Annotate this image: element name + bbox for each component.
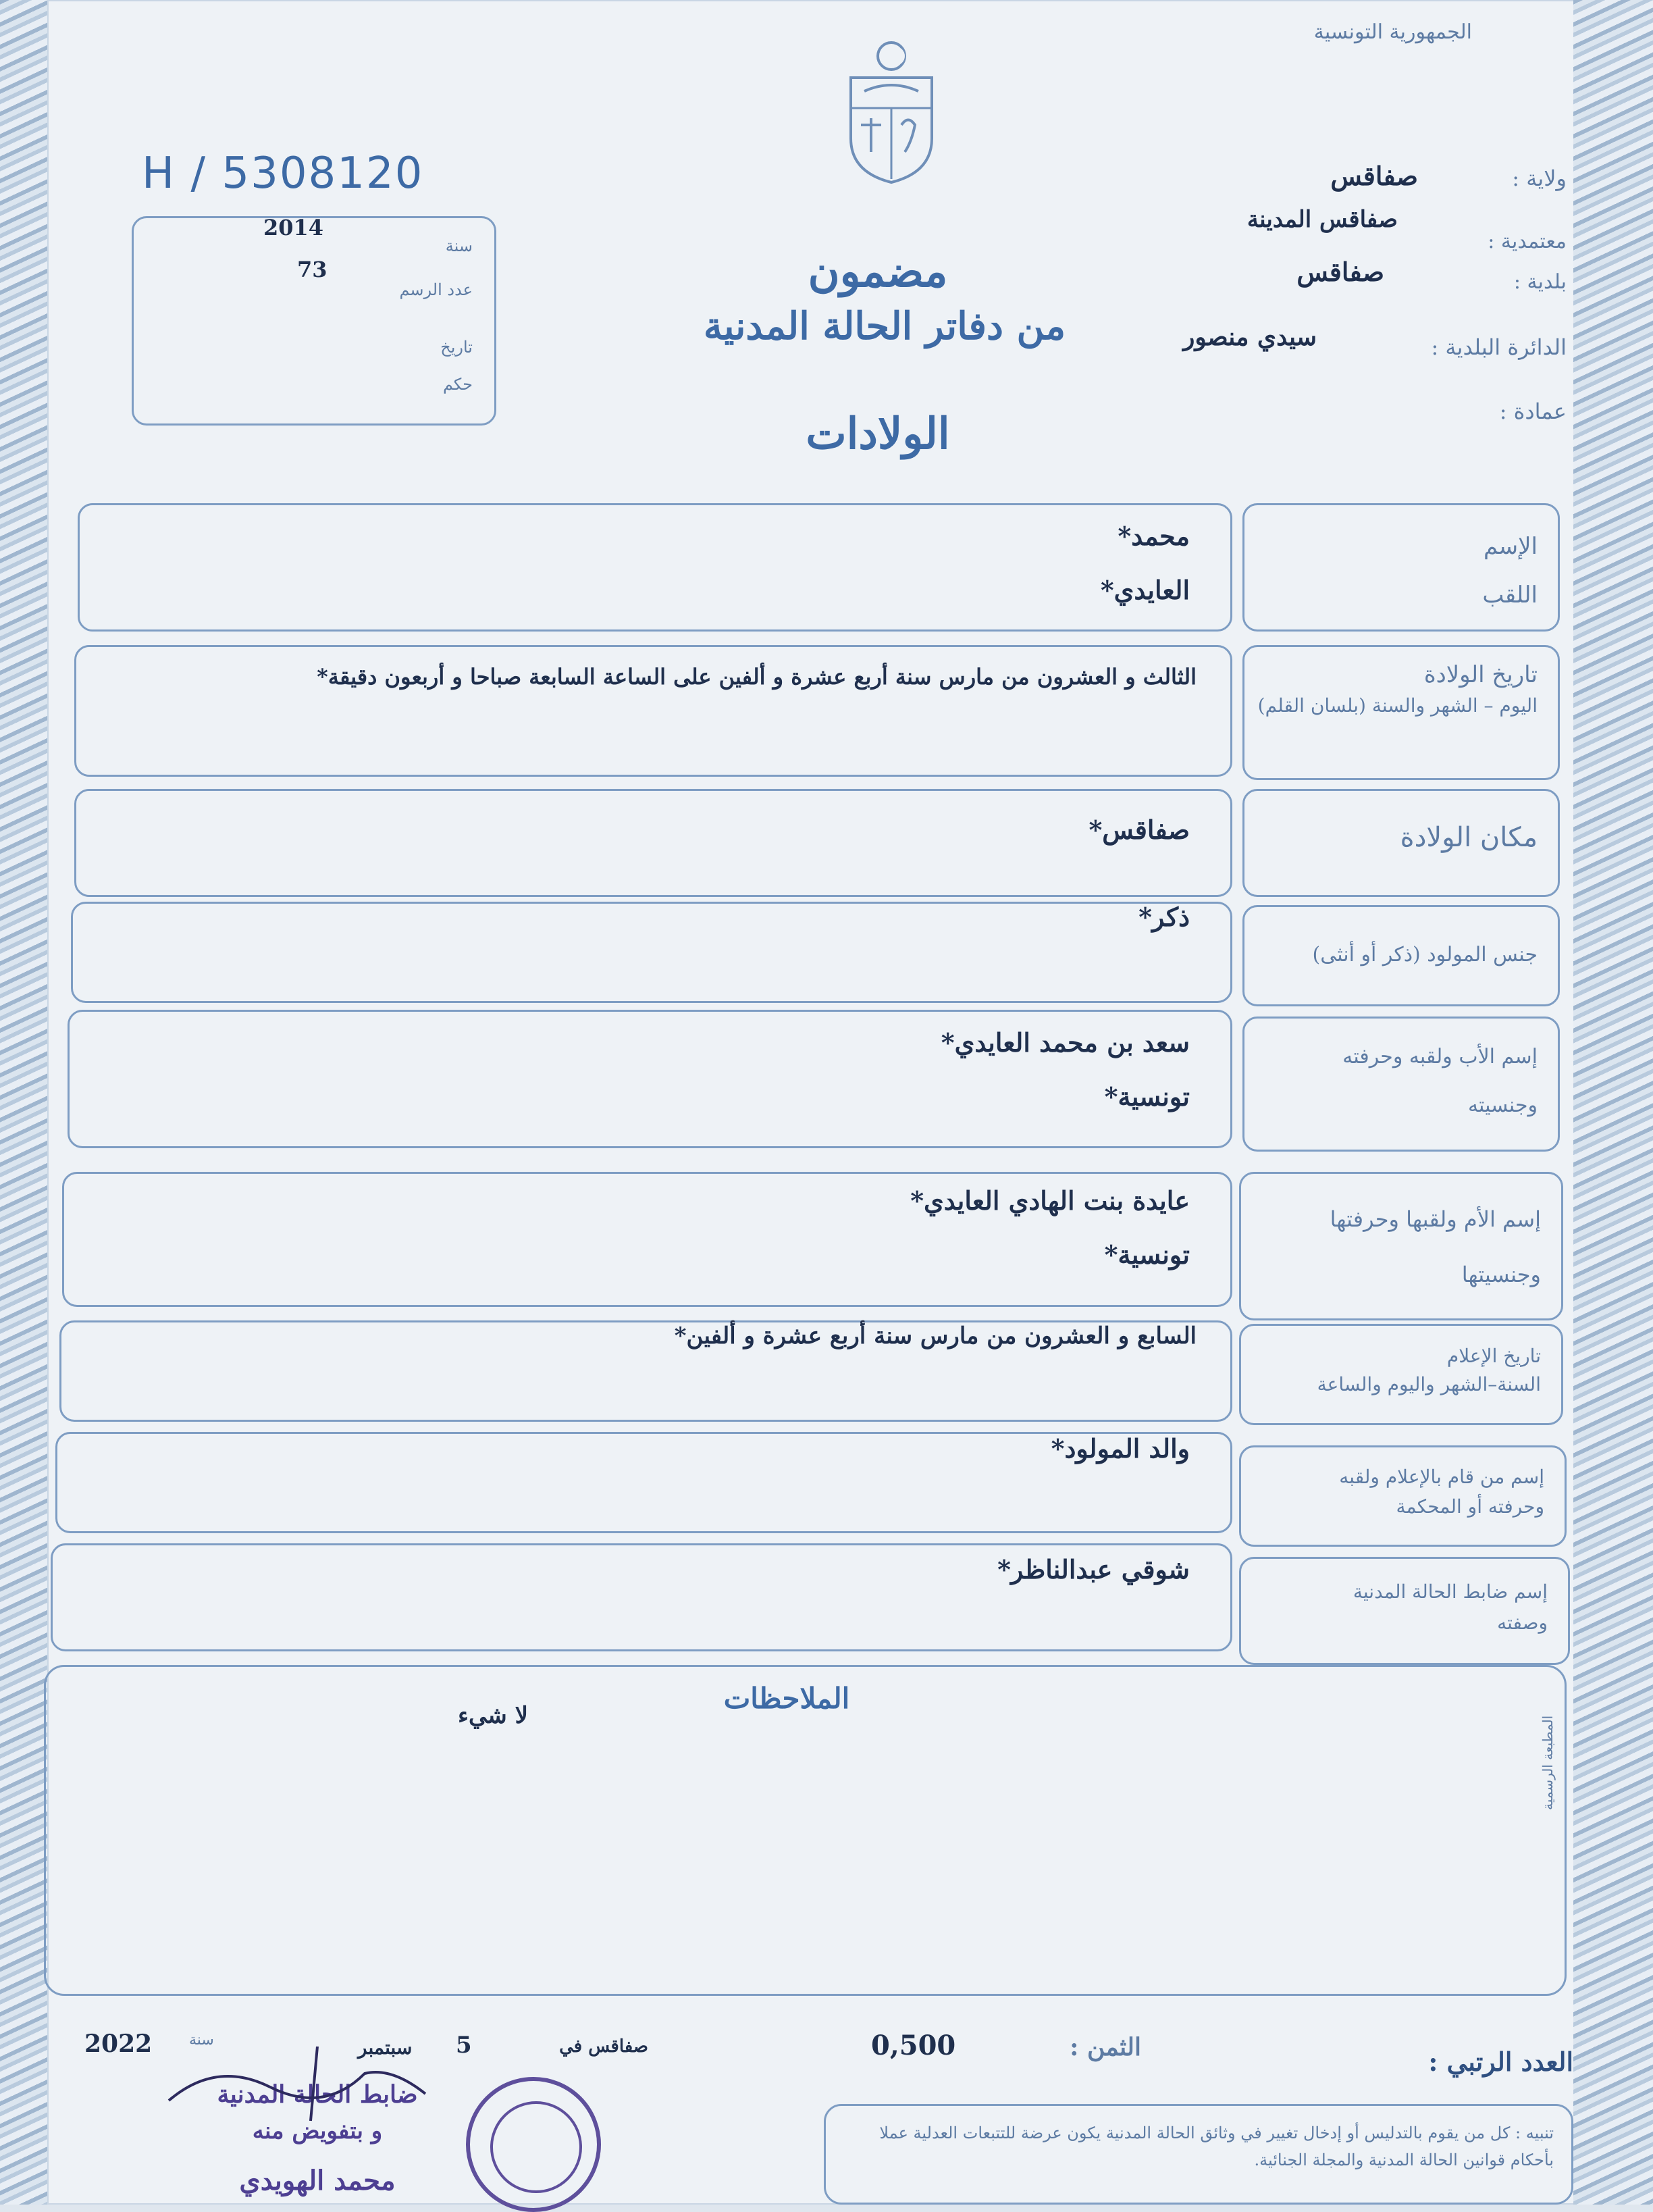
remarks-value: لا شيء: [457, 1702, 529, 1729]
field-label-declarant: إسم من قام بالإعلام ولقبه: [1339, 1466, 1544, 1488]
registry-ruling-label: حكم: [442, 375, 473, 394]
field-label-box: [1242, 905, 1560, 1006]
field-value-box: [71, 902, 1232, 1003]
field-value-box: [55, 1432, 1232, 1533]
field-label-birth-place: مكان الولادة: [1400, 822, 1538, 853]
field-value-father: سعد بن محمد العايدي*: [941, 1027, 1190, 1058]
field-label-sex: جنس المولود (ذكر أو أنثى): [1312, 943, 1538, 967]
field-value-box: [78, 503, 1232, 632]
field-label-box: [1242, 645, 1560, 780]
field-label-birth-date-sub: اليوم – الشهر والسنة (بلسان القلم): [1257, 694, 1538, 717]
field-value-declarant: والد المولود*: [1051, 1433, 1190, 1464]
field-label-mother-sub: وجنسيتها: [1461, 1262, 1541, 1287]
field-label-declaration-date: تاريخ الإعلام: [1446, 1345, 1541, 1367]
daira-label: الدائرة البلدية :: [1431, 334, 1567, 360]
baladia-label: بلدية :: [1513, 270, 1567, 294]
notice-box: [824, 2104, 1573, 2205]
field-value-surname: العايدي*: [1100, 575, 1190, 605]
field-value-birth-place: صفاقس*: [1088, 815, 1190, 845]
field-value-declaration-date: السابع و العشرون من مارس سنة أربع عشرة و ألفين*: [674, 1322, 1197, 1349]
field-label-father-sub: وجنسيته: [1467, 1094, 1538, 1117]
field-label-declaration-date-sub: السنة–الشهر واليوم والساعة: [1317, 1373, 1541, 1395]
right-guilloche-border: [1573, 0, 1653, 2205]
field-label-registrar-sub: وصفته: [1497, 1612, 1548, 1634]
field-value-sex: ذكر*: [1138, 902, 1190, 932]
field-label-registrar: إسم ضابط الحالة المدنية: [1353, 1580, 1548, 1603]
republic-heading: الجمهورية التونسية: [1313, 20, 1472, 44]
registry-number: 73: [297, 257, 327, 282]
year-label: سنة: [189, 2032, 214, 2049]
mootamadia-value: صفاقس المدينة: [1247, 206, 1398, 233]
field-label-box: [1242, 1017, 1560, 1152]
field-value-box: [74, 789, 1232, 897]
serial-number: H / 5308120: [142, 149, 424, 199]
field-value-mother-nationality: تونسية*: [1104, 1239, 1190, 1270]
field-value-birth-date: الثالث و العشرون من مارس سنة أربع عشرة و ألفين على الساعة السابعة صباحا و أربعون دقيقة*: [317, 664, 1197, 690]
field-value-name: محمد*: [1118, 521, 1190, 551]
issued-day: 5: [456, 2032, 472, 2059]
field-label-box: [1242, 789, 1560, 897]
issued-month: سبتمبر: [358, 2036, 413, 2059]
registry-number-label: عدد الرسم: [399, 280, 473, 299]
field-value-box: [51, 1543, 1232, 1651]
field-label-box: [1239, 1557, 1570, 1665]
mootamadia-label: معتمدية :: [1488, 230, 1567, 253]
notice-text: تنبيه : كل من يقوم بالتدليس أو إدخال تغيير في وثائق الحالة المدنية يكون عرضة للتتبعات العدلية عملا بأحكام قوانين الحالة المدنية والمجلة الجنائية.: [879, 2124, 1554, 2169]
field-value-box: [74, 645, 1232, 777]
wilaya-value: صفاقس: [1330, 161, 1418, 191]
field-label-box: [1239, 1445, 1567, 1547]
field-value-box: [59, 1320, 1232, 1422]
issued-year: 2022: [84, 2030, 153, 2058]
serial-order-label: العدد الرتبي :: [1428, 2047, 1573, 2077]
field-value-father-nationality: تونسية*: [1104, 1081, 1190, 1112]
tunisia-emblem-icon: [837, 37, 945, 186]
field-label-box: [1239, 1172, 1563, 1320]
wilaya-label: ولاية :: [1512, 165, 1567, 191]
registry-year: 2014: [263, 215, 324, 240]
field-label-box: [1239, 1324, 1563, 1425]
printer-mark: المطبعة الرسمية: [1540, 1715, 1556, 1810]
signature-title: ضابط الحالة المدنية: [217, 2080, 418, 2109]
title-registers: من دفاتر الحالة المدنية: [703, 304, 1066, 349]
daira-value: سيدي منصور: [1183, 323, 1317, 351]
handwritten-signature: [162, 2047, 432, 2128]
baladia-value: صفاقس: [1296, 257, 1384, 287]
field-label-surname: اللقب: [1482, 582, 1538, 609]
price-label: الثمن :: [1070, 2033, 1141, 2061]
price-value: 0,500: [871, 2030, 956, 2061]
issued-place-label: صفاقس في: [559, 2036, 648, 2057]
signature-name: محمد الهويدي: [239, 2165, 396, 2196]
imada-label: عمادة :: [1499, 398, 1567, 424]
title-extract: مضمون: [808, 247, 948, 297]
field-value-box: [68, 1010, 1232, 1148]
remarks-label: الملاحظات: [723, 1682, 850, 1715]
field-label-mother: إسم الأم ولقبها وحرفتها: [1330, 1206, 1541, 1232]
section-births-title: الولادات: [806, 409, 950, 459]
field-label-declarant-sub: وحرفته أو المحكمة: [1396, 1495, 1544, 1518]
field-label-birth-date: تاريخ الولادة: [1423, 661, 1538, 688]
field-label-name: الإسم: [1484, 533, 1538, 560]
field-value-box: [62, 1172, 1232, 1307]
field-value-mother: عايدة بنت الهادي العايدي*: [910, 1185, 1190, 1216]
registry-year-label: سنة: [445, 236, 473, 255]
registry-date-label: تاريخ: [440, 338, 473, 357]
official-stamp-icon: [466, 2077, 601, 2212]
field-value-registrar: شوقي عبدالناظر*: [997, 1554, 1190, 1585]
field-label-box: [1242, 503, 1560, 632]
signature-delegation: و بتفويض منه: [252, 2117, 383, 2144]
field-label-father: إسم الأب ولقبه وحرفته: [1342, 1045, 1538, 1069]
